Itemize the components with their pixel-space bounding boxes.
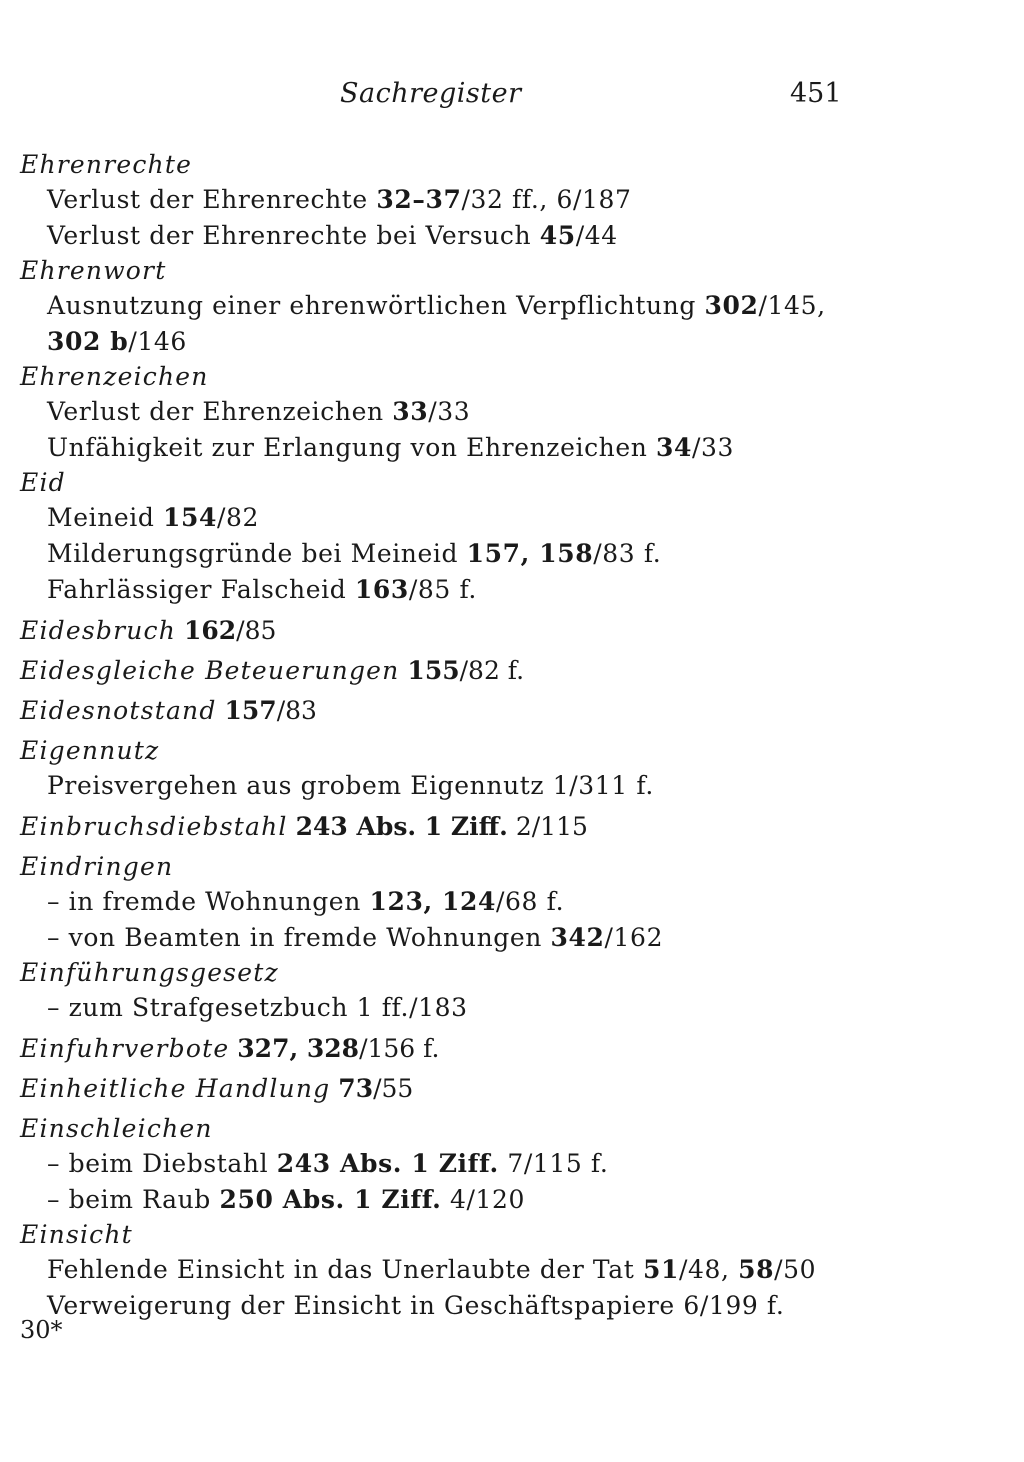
index-subentry	[20, 1182, 980, 1218]
page-reference: /50	[774, 1255, 817, 1284]
page-reference: /48,	[678, 1255, 739, 1284]
subentry-text: – von Beamten in fremde Wohnungen	[47, 923, 551, 952]
index-subentry	[20, 572, 980, 608]
index-subentry	[20, 536, 980, 572]
paragraph-number: 302	[704, 291, 759, 320]
term-label: Ehrenwort	[20, 256, 167, 285]
paragraph-number: 157	[224, 696, 277, 725]
page-reference: /55	[373, 1074, 414, 1103]
index-term	[20, 694, 980, 728]
page-reference: /156 f.	[359, 1034, 440, 1063]
page-reference: /83	[276, 696, 317, 725]
page-reference: /83 f.	[593, 539, 662, 568]
index-subentry	[20, 218, 980, 254]
term-label: Eidesgleiche Beteuerungen	[20, 656, 400, 685]
subentry-text: Unfähigkeit zur Erlangung von Ehrenzeichen	[47, 433, 657, 462]
page-reference: /68 f.	[496, 887, 565, 916]
index-subentry	[20, 990, 980, 1026]
page-reference: /145,	[758, 291, 826, 320]
page-reference: /32 ff., 6/187	[461, 185, 632, 214]
subentry-text: – zum Strafgesetzbuch	[47, 993, 357, 1022]
page-reference: 7/115 f.	[498, 1149, 609, 1178]
paragraph-number: 123, 124	[369, 887, 497, 916]
index-term	[20, 654, 980, 688]
term-label: Eindringen	[20, 852, 174, 881]
page-title: Sachregister	[340, 78, 522, 109]
index-entries	[20, 148, 980, 1324]
index-term	[20, 956, 980, 990]
paragraph-number: 327, 328	[237, 1034, 360, 1063]
term-label: Einbruchsdiebstahl	[20, 812, 288, 841]
signature-mark: 30*	[20, 1316, 63, 1344]
subentry-text: Verlust der Ehrenzeichen	[47, 397, 393, 426]
paragraph-number: 58	[738, 1255, 775, 1284]
page-reference: /33	[428, 397, 471, 426]
page-reference: /85	[236, 616, 277, 645]
index-term	[20, 810, 980, 844]
term-label: Einfuhrverbote	[20, 1034, 230, 1063]
index-subentry	[20, 920, 980, 956]
term-reference	[399, 656, 524, 685]
page-reference: 4/120	[441, 1185, 526, 1214]
paragraph-number: 342	[550, 923, 605, 952]
index-subentry	[20, 1252, 980, 1288]
term-label: Einschleichen	[20, 1114, 213, 1143]
subentry-text: – beim Diebstahl	[47, 1149, 277, 1178]
term-reference	[217, 696, 317, 725]
page-reference: /82	[217, 503, 260, 532]
paragraph-number: 243 Abs. 1 Ziff.	[295, 812, 508, 841]
page-reference: 6/199 f.	[683, 1291, 785, 1320]
paragraph-number: 163	[354, 575, 409, 604]
page-reference: /85 f.	[408, 575, 477, 604]
subentry-text: Verlust der Ehrenrechte	[47, 185, 377, 214]
index-term	[20, 1218, 980, 1252]
subentry-text: Preisvergehen aus grobem Eigennutz	[47, 771, 553, 800]
term-reference	[176, 616, 276, 645]
term-reference	[288, 812, 588, 841]
subentry-text: Meineid	[47, 503, 164, 532]
paragraph-number: 51	[642, 1255, 679, 1284]
term-reference	[229, 1034, 439, 1063]
page-reference: /44	[575, 221, 618, 250]
term-label: Eid	[20, 468, 66, 497]
term-label: Einheitliche Handlung	[20, 1074, 331, 1103]
subentry-text: Fehlende Einsicht in das Unerlaubte der Tat	[47, 1255, 643, 1284]
page-reference: /146	[128, 327, 187, 356]
page-reference: /162	[604, 923, 664, 952]
paragraph-number: 157, 158	[466, 539, 594, 568]
term-label: Eidesnotstand	[20, 696, 217, 725]
index-subentry	[20, 500, 980, 536]
term-label: Eigennutz	[20, 736, 160, 765]
index-subentry	[20, 182, 980, 218]
page-reference: /33	[692, 433, 735, 462]
term-label: Eidesbruch	[20, 616, 177, 645]
paragraph-number: 34	[656, 433, 693, 462]
term-label: Ehrenzeichen	[20, 362, 209, 391]
paragraph-number: 73	[338, 1074, 374, 1103]
page-number: 451	[790, 78, 842, 109]
index-term	[20, 850, 980, 884]
subentry-text: Verweigerung der Einsicht in Geschäftspapiere	[47, 1291, 684, 1320]
term-label: Einsicht	[20, 1220, 133, 1249]
index-term	[20, 254, 980, 288]
paragraph-number: 302 b	[47, 327, 129, 356]
index-subentry	[20, 324, 980, 360]
subentry-text: – beim Raub	[47, 1185, 220, 1214]
index-term	[20, 1112, 980, 1146]
index-term	[20, 1032, 980, 1066]
index-term	[20, 1072, 980, 1106]
term-label: Ehrenrechte	[20, 150, 193, 179]
paragraph-number: 243 Abs. 1 Ziff.	[276, 1149, 499, 1178]
index-term	[20, 614, 980, 648]
index-subentry	[20, 394, 980, 430]
index-term	[20, 148, 980, 182]
index-term	[20, 734, 980, 768]
subentry-text: Milderungsgründe bei Meineid	[47, 539, 467, 568]
index-subentry	[20, 430, 980, 466]
subentry-text: Verlust der Ehrenrechte bei Versuch	[47, 221, 540, 250]
index-subentry	[20, 1146, 980, 1182]
paragraph-number: 250 Abs. 1 Ziff.	[219, 1185, 442, 1214]
term-label: Einführungsgesetz	[20, 958, 279, 987]
running-head	[0, 78, 1024, 118]
index-subentry	[20, 1288, 980, 1324]
index-subentry	[20, 288, 980, 324]
paragraph-number: 155	[407, 656, 460, 685]
page-reference: 1 ff./183	[356, 993, 468, 1022]
paragraph-number: 32–37	[376, 185, 462, 214]
paragraph-number: 154	[163, 503, 218, 532]
paragraph-number: 33	[392, 397, 429, 426]
paragraph-number: 45	[539, 221, 576, 250]
index-subentry	[20, 768, 980, 804]
term-reference	[330, 1074, 413, 1103]
index-term	[20, 466, 980, 500]
subentry-text: – in fremde Wohnungen	[47, 887, 370, 916]
index-term	[20, 360, 980, 394]
paragraph-number: 162	[183, 616, 237, 645]
subentry-text: Ausnutzung einer ehrenwörtlichen Verpflichtung	[47, 291, 705, 320]
page-reference: /82 f.	[459, 656, 525, 685]
index-subentry	[20, 884, 980, 920]
page-reference: 1/311 f.	[552, 771, 654, 800]
page-reference: 2/115	[507, 812, 588, 841]
subentry-text: Fahrlässiger Falscheid	[47, 575, 355, 604]
